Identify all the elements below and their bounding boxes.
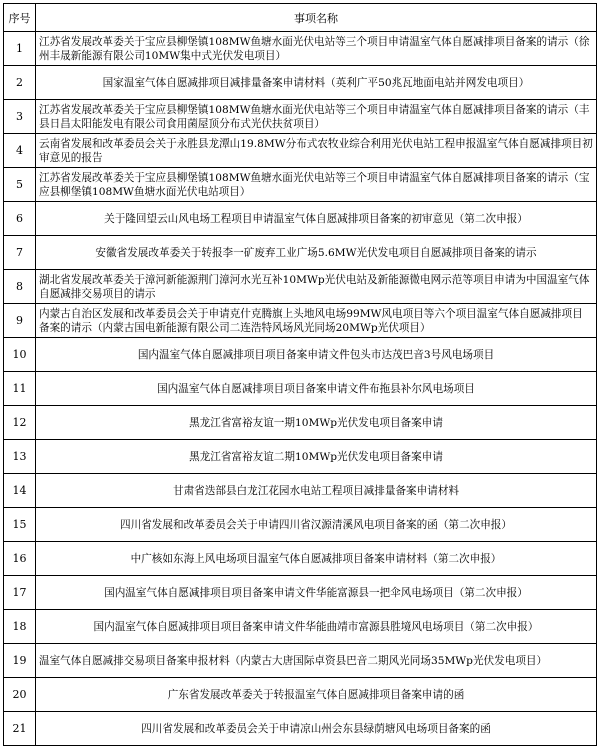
row-number: 20 [4, 678, 36, 712]
table-row [4, 338, 597, 372]
row-number: 7 [4, 236, 36, 270]
table-row [4, 474, 597, 508]
table-row [4, 678, 597, 712]
table-row [4, 236, 597, 270]
item-name: 甘肃省迭部县白龙江花园水电站工程项目减排量备案申请材料 [36, 474, 597, 508]
item-name: 云南省发展和改革委员会关于永胜县龙潭山19.8MW分布式农牧业综合利用光伏电站工程申报温室气体自愿减排项目初审意见的报告 [36, 134, 597, 168]
table-row [4, 712, 597, 746]
row-number: 17 [4, 576, 36, 610]
row-number: 4 [4, 134, 36, 168]
item-name: 江苏省发展改革委关于宝应县柳堡镇108MW鱼塘水面光伏电站等三个项目申请温室气体自愿减排项目备案的请示（徐州丰晟新能源有限公司10MW集中式光伏发电项目） [36, 32, 597, 66]
item-name: 关于隆回望云山风电场工程项目申请温室气体自愿减排项目备案的初审意见（第二次申报） [36, 202, 597, 236]
row-number: 14 [4, 474, 36, 508]
item-name: 中广核如东海上风电场项目温室气体自愿减排项目备案申请材料（第二次申报） [36, 542, 597, 576]
item-name: 广东省发展改革委关于转报温室气体自愿减排项目备案申请的函 [36, 678, 597, 712]
table-row [4, 32, 597, 66]
row-number: 10 [4, 338, 36, 372]
row-number: 2 [4, 66, 36, 100]
table-row [4, 542, 597, 576]
table-row [4, 100, 597, 134]
item-name: 国内温室气体自愿减排项目项目备案申请文件华能曲靖市富源县胜境风电场项目（第二次申报） [36, 610, 597, 644]
table-row [4, 270, 597, 304]
header-no: 序号 [4, 4, 36, 32]
table-row [4, 168, 597, 202]
row-number: 13 [4, 440, 36, 474]
row-number: 6 [4, 202, 36, 236]
item-name: 江苏省发展改革委关于宝应县柳堡镇108MW鱼塘水面光伏电站等三个项目申请温室气体自愿减排项目备案的请示（丰县日昌太阳能发电有限公司食用菌屋顶分布式光伏扶贫项目） [36, 100, 597, 134]
table-row [4, 610, 597, 644]
row-number: 9 [4, 304, 36, 338]
table-row [4, 406, 597, 440]
row-number: 16 [4, 542, 36, 576]
row-number: 19 [4, 644, 36, 678]
header-row [4, 4, 597, 32]
table-row [4, 134, 597, 168]
table-row [4, 372, 597, 406]
row-number: 18 [4, 610, 36, 644]
item-name: 国家温室气体自愿减排项目减排量备案申请材料（英利广平50兆瓦地面电站并网发电项目） [36, 66, 597, 100]
row-number: 21 [4, 712, 36, 746]
item-name: 国内温室气体自愿减排项目项目备案申请文件华能富源县一把伞风电场项目（第二次申报） [36, 576, 597, 610]
projects-table [3, 3, 597, 746]
table-row [4, 644, 597, 678]
item-name: 安徽省发展改革委关于转报李一矿废弃工业广场5.6MW光伏发电项目自愿减排项目备案的请示 [36, 236, 597, 270]
item-name: 四川省发展和改革委员会关于申请四川省汉源清溪风电项目备案的函（第二次申报） [36, 508, 597, 542]
header-name: 事项名称 [36, 4, 597, 32]
table-row [4, 304, 597, 338]
row-number: 1 [4, 32, 36, 66]
table-row [4, 66, 597, 100]
item-name: 黑龙江省富裕友谊一期10MWp光伏发电项目备案申请 [36, 406, 597, 440]
item-name: 内蒙古自治区发展和改革委员会关于申请克什克腾旗上头地风电场99MW风电项目等六个项目温室气体自愿减排项目备案的请示（内蒙古国电新能源有限公司二连浩特风场风光同场20MWp光伏项目） [36, 304, 597, 338]
row-number: 3 [4, 100, 36, 134]
row-number: 8 [4, 270, 36, 304]
table-row [4, 440, 597, 474]
table-row [4, 508, 597, 542]
item-name: 江苏省发展改革委关于宝应县柳堡镇108MW鱼塘水面光伏电站等三个项目申请温室气体自愿减排项目备案的请示（宝应县柳堡镇108MW鱼塘水面光伏电站项目） [36, 168, 597, 202]
item-name: 四川省发展和改革委员会关于申请凉山州会东县绿荫塘风电场项目备案的函 [36, 712, 597, 746]
row-number: 5 [4, 168, 36, 202]
item-name: 国内温室气体自愿减排项目项目备案申请文件包头市达茂巴音3号风电场项目 [36, 338, 597, 372]
table-row [4, 576, 597, 610]
row-number: 11 [4, 372, 36, 406]
item-name: 黑龙江省富裕友谊二期10MWp光伏发电项目备案申请 [36, 440, 597, 474]
item-name: 国内温室气体自愿减排项目项目备案申请文件布拖县补尔风电场项目 [36, 372, 597, 406]
item-name: 湖北省发展改革委关于漳河新能源荆门漳河水光互补10MWp光伏电站及新能源微电网示范等项目申请为中国温室气体自愿减排交易项目的请示 [36, 270, 597, 304]
table-row [4, 202, 597, 236]
item-name: 温室气体自愿减排交易项目备案申报材料（内蒙古大唐国际卓资县巴音二期风光同场35MWp光伏发电项目） [36, 644, 597, 678]
row-number: 12 [4, 406, 36, 440]
row-number: 15 [4, 508, 36, 542]
